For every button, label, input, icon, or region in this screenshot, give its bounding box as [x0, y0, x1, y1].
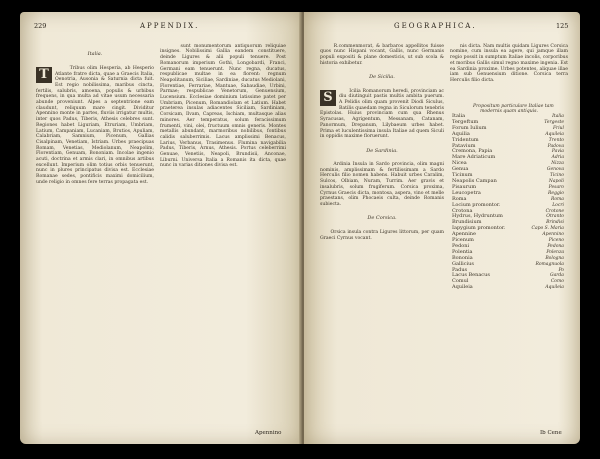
modern-name: Apennino	[542, 232, 564, 238]
text-column-2	[450, 38, 568, 96]
latin-name: Tergeftum	[452, 118, 479, 125]
modern-name: Brindisi	[546, 220, 564, 226]
section-heading: De Sardinia.	[366, 147, 398, 154]
catchword: Apennino	[255, 430, 282, 436]
modern-name: Roma	[550, 196, 564, 202]
modern-name: Adria	[551, 155, 564, 161]
modern-name: Bologna	[545, 255, 564, 261]
modern-name: Ticino	[549, 173, 564, 179]
list-heading: Propositum particulare Italiae tam modernis quam antiquis.	[473, 103, 556, 115]
drop-cap: T	[36, 67, 52, 83]
modern-name: Polenza	[546, 249, 564, 255]
modern-name: Italia	[552, 114, 564, 119]
modern-name: Pesaro	[548, 184, 564, 190]
modern-name: Po	[558, 267, 564, 273]
column-text: Tribus olim Hesperia, ab Hesperio Atlante fratre dicta, quae a Graecis Italia, Oenotria, Ausonia & Saturnia dicta fuit. Est regio nobilissima, maribus cincta, fertilis, salubris, amoena, populis & urbibus frequens, in qua multa ad vitae usum necessaria abunde proveniunt. Alpes a septentrione eam claudunt, reliquum mare cingit. Dividitur Apennino monte in partes, fluviis irrigatur multis, inter quos Padus, Tiberis, Athesis celebres sunt. Regiones habet Liguriam, Etruriam, Umbriam, Latium, Campaniam, Lucaniam, Brutios, Apuliam, Calabriam, Samnium, Picenum, Gallias Cisalpinam, Venetiam, Istriam. Urbes praecipuas Romam, Venetias, Mediolanum, Neapolim, Florentiam, Genuam, Bononiam. Incolae ingenio acuti, doctrina et armis clari, in omnibus artibus excellunt. Imperium olim totius orbis tenuerunt, nunc in plures principatus divisa est. Ecclesiae Romanae sedes, pontificis maximi domicilium, unde religio in omnes fere terras propagata est.	[36, 65, 156, 185]
latin-name: Mare Adriaticum	[452, 154, 496, 161]
latin-name: Genua	[452, 166, 469, 173]
section-heading: De Corsica.	[367, 215, 397, 222]
latin-name: Comul	[452, 278, 469, 285]
latin-name: Ticinum	[452, 172, 473, 179]
latin-name: Locium promontor.	[452, 201, 501, 208]
latin-name: Cremona, Papia	[452, 148, 493, 155]
modern-name: Garda	[550, 273, 564, 279]
latin-name: Gallicius	[452, 260, 474, 267]
modern-name: Capo S. Maria	[531, 226, 564, 232]
column-text: Ardinia Insula in Sardo provincia, olim magni nominis, amplissimam & fertilissimam a Sardo Herculis filio nomen habens. Habuit urbes Caralim, Sulcos, Olbiam, Nuram, Turrim. Aer gravis et insalubris, solum frugiferum. Corsica proxima, Cyrnus Graecis dicta, montosa, aspera, vino et melle praestans, olim Phocaeis culta, deinde Romanis subiecta.	[320, 162, 446, 207]
latin-name: Pisaurum	[452, 183, 477, 190]
modern-name: Padova	[547, 143, 564, 149]
page-number: 229	[34, 22, 47, 30]
modern-name: Napoli	[548, 178, 564, 184]
latin-name: Roma	[452, 195, 467, 202]
latin-name: Aquilia	[452, 130, 470, 137]
latin-name: Tridentum	[452, 136, 479, 143]
latin-name: Italia	[452, 113, 466, 119]
page-number: 125	[556, 22, 569, 30]
running-head: APPENDIX.	[140, 22, 200, 30]
latin-name: Patavium	[452, 142, 476, 149]
open-book	[20, 12, 580, 444]
latin-name: Lacus Benacus	[452, 272, 490, 279]
modern-name: Como	[550, 279, 564, 285]
section-heading: Italia.	[87, 51, 103, 58]
running-head: GEOGRAPHICA.	[394, 22, 477, 30]
text-column-2	[160, 38, 286, 430]
latin-name: Apennine	[452, 231, 476, 238]
text-column-1	[36, 38, 154, 430]
modern-name: Friul	[552, 125, 564, 131]
right-page	[304, 12, 580, 444]
modern-name: Piceno	[548, 238, 564, 244]
modern-name: Otranto	[546, 214, 564, 220]
modern-name: Nizza	[551, 161, 564, 167]
latin-name: Bononia	[452, 254, 473, 261]
modern-name: Pavia	[551, 149, 564, 155]
modern-name: Romagnuola	[535, 261, 564, 267]
latin-name: Aquileia	[452, 284, 473, 291]
column-text: Icilia Romanorum heredi, provinciam ac diu diutinguit pastis multis ambita puerum. A Pelidis olim quam provenit Diodi Siculus, Batilis quaedam regna in Siculorum tenebris Epistolas. Huius provinciam cum qua Rhenus Syracusas, Agrigentum, Messanam, Catanam, Panormum, Drepanum, Lilybaeum urbes habet. Prima et luculentissima insula Italiae ad quem Siculi in oppidis maxime floruerunt.	[320, 88, 446, 140]
modern-name: Genova	[546, 167, 564, 173]
modern-name: Crotone	[545, 208, 564, 214]
modern-name: Trento	[548, 137, 564, 143]
left-page	[20, 12, 302, 444]
column-text: R.commenmorat, & barbaros appellitos fuisse quos nunc Hispani vocant, Gallis, nunc Germanis populi expositi & plane domesticis, ut sub scola & historia exhibetur.	[320, 43, 446, 66]
latin-name: Nicea	[452, 160, 467, 167]
latin-name: Crotona	[452, 207, 473, 214]
section-heading: De Sicilia.	[369, 74, 395, 81]
column-text: sunt monumentorum antiquorum reliquiae insignes. Nobilissimi Gallia eandem constituere, deinde Ligures & alii populi tenuere. Post Romanorum imperium Gothi, Longobardi, Franci, Germani eam tenuerunt. Nunc regna, ducatus, respublicae multae in ea florent: regnum Neapolitanum, Siciliae, Sardiniae, ducatus Mediolani, Florentiae, Ferrariae, Mantuae, Sabaudiae, Urbini, Parmae; respublicae Venetorum, Genuensium, Lucensium. Ecclesiae dominium latissime patet per Umbriam, Picenum, Romandiolam et Latium. Habet praeterea insulas adiacentes Siciliam, Sardiniam, Corsicam, Ilvam, Capreas, Ischiam, multasque alias minores. Aer temperatus, solum feracissimum frumenti, vini, olei, fructuum omnis generis. Montes metallis abundant, marmoribus nobilibus, fontibus calidis saluberrimis. Lacus amplissimi Benacus, Larius, Verbanus, Trasimenus. Flumina navigabilia Padus, Tiberis, Arnus, Athesis. Portus celeberrimi Genuae, Venetiis, Neapoli, Brundisii, Anconae, Liburni. Universa Italia a Romanis ita dicta, quae nunc in varias ditiones divisa est.	[160, 43, 288, 169]
list-item	[452, 285, 564, 291]
latin-name: Leucopetra	[452, 189, 481, 196]
modern-name: Tergeste	[544, 119, 564, 125]
latin-name: Pedoni	[452, 242, 470, 249]
modern-name: Reggio	[548, 190, 564, 196]
modern-name: Pedona	[547, 243, 564, 249]
latin-name: Picenum	[452, 237, 474, 244]
latin-name: Padus	[452, 266, 468, 273]
drop-cap: S	[320, 90, 336, 106]
latin-name: Hydrus, Hydruntum	[452, 213, 503, 220]
column-text: nis dicta. Nam multis quidam Ligures Corsica nomine, cum insula ea agere, qui jamque illam regio possit in sumptum Italiae incolis, corporibus et moribus Gallis simul regno maxime ingenia. Est ea Sardinia proxime. Urbes potentes, aliquae illae iam sub Genuensium ditione. Corsica terra Herculis filio dicta.	[450, 43, 570, 83]
latin-name: Forum Iulium	[452, 124, 487, 131]
modern-name: Locri	[552, 202, 564, 208]
latin-name: Neapolis Campan	[452, 177, 497, 184]
modern-name: Aquileia	[545, 131, 564, 137]
text-column-1	[320, 38, 444, 436]
latin-name: Polentia	[452, 248, 473, 255]
latin-name: Iapygium promontor.	[452, 225, 506, 232]
latin-name: Brundisium	[452, 219, 482, 226]
column-text: Orsica insula contra Ligures littorum, per quam Graeci Cyrnus vocant.	[320, 229, 446, 241]
catchword: Ib Cene	[540, 430, 562, 436]
modern-name: Aquileia	[545, 285, 564, 291]
place-name-list	[452, 114, 564, 291]
